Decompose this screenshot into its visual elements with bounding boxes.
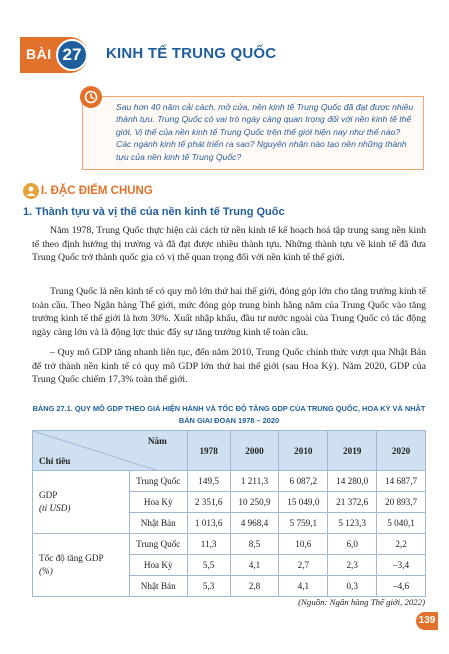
section-subheading: 1. Thành tựu và vị thế của nền kinh tế Trung Quốc — [23, 206, 285, 218]
value-cell: 15 049,0 — [279, 492, 328, 513]
lesson-header — [0, 37, 449, 77]
value-cell: 4,1 — [230, 555, 279, 576]
value-cell: 1 013,6 — [187, 513, 230, 534]
value-cell: 5 759,1 — [279, 513, 328, 534]
year-header: 2019 — [328, 431, 377, 471]
value-cell: 2,3 — [328, 555, 377, 576]
table-header-row — [33, 431, 426, 471]
table-corner-cell — [33, 431, 188, 471]
corner-year-label: Năm — [147, 436, 167, 446]
group-unit: (tỉ USD) — [39, 503, 71, 513]
value-cell: 2,2 — [377, 534, 426, 555]
value-cell: 14 280,0 — [328, 471, 377, 492]
table-source: (Nguồn: Ngân hàng Thế giới, 2022) — [298, 597, 425, 607]
country-cell: Nhật Bản — [129, 513, 187, 534]
country-cell: Nhật Bản — [129, 576, 187, 597]
value-cell: 0,3 — [328, 576, 377, 597]
value-cell: 6,0 — [328, 534, 377, 555]
country-cell: Trung Quốc — [129, 534, 187, 555]
value-cell: 11,3 — [187, 534, 230, 555]
value-cell: –4,6 — [377, 576, 426, 597]
gdp-table — [32, 430, 426, 597]
year-header: 2020 — [377, 431, 426, 471]
value-cell: 10 250,9 — [230, 492, 279, 513]
country-cell: Hoa Kỳ — [129, 492, 187, 513]
intro-text: Sau hơn 40 năm cải cách, mở cửa, nền kinh tế Trung Quốc đã đạt được nhiều thành tựu. Trung Quốc có vai trò ngày càng quan trọng đối với nền kinh tế thế giới. Vị thế của nền kinh tế Trung Quốc trên thế giới hiện nay như thế nào? Các ngành kinh tế phát triển ra sao? Nguyên nhân nào tạo nên những thành tựu của nền kinh tế Trung Quốc? — [116, 102, 414, 162]
year-header: 2010 — [279, 431, 328, 471]
year-header: 2000 — [230, 431, 279, 471]
value-cell: 2 351,6 — [187, 492, 230, 513]
student-icon — [23, 183, 39, 199]
paragraph-2: Trung Quốc là nền kinh tế có quy mô lớn thứ hai thế giới, đóng góp lớn cho tăng trưởng kinh tế toàn cầu. Theo Ngân hàng Thế giới, mức đóng góp trung bình hằng năm của Trung Quốc vào tăng trưởng kinh tế thế giới là hơn 30%. Xuất nhập khẩu, đầu tư nước ngoài của Trung Quốc có tác động ngày càng lớn và là động lực thúc đẩy sự tăng trưởng kinh tế toàn cầu. — [32, 286, 426, 338]
paragraph-1: Năm 1978, Trung Quốc thực hiện cải cách từ nền kinh tế kế hoạch hoá tập trung sang nền kinh tế theo định hướng thị trường và đã đạt được nhiều thành tựu. Những thành tựu về kinh tế đã đưa Trung Quốc trở thành quốc gia có vị thế quan trọng đối với nền kinh tế thế giới. — [32, 225, 426, 263]
value-cell: 149,5 — [187, 471, 230, 492]
country-cell: Trung Quốc — [129, 471, 187, 492]
value-cell: 8,5 — [230, 534, 279, 555]
value-cell: 4,1 — [279, 576, 328, 597]
group-label: Tốc độ tăng GDP — [39, 553, 104, 563]
value-cell: 14 687,7 — [377, 471, 426, 492]
paragraph-3: – Quy mô GDP tăng nhanh liên tục, đến năm 2010, Trung Quốc chính thức vượt qua Nhật Bản để trở thành nền kinh tế có quy mô GDP lớn thứ hai thế giới (sau Hoa Kỳ). Năm 2020, GDP của Trung Quốc chiếm 17,3% toàn thế giới. — [32, 347, 426, 385]
table-row — [33, 534, 426, 555]
country-cell: Hoa Kỳ — [129, 555, 187, 576]
value-cell: 2,8 — [230, 576, 279, 597]
lesson-title: KINH TẾ TRUNG QUỐC — [106, 45, 277, 62]
value-cell: 5,5 — [187, 555, 230, 576]
table-row — [33, 471, 426, 492]
lesson-badge-label: BÀI — [26, 46, 52, 62]
group-label: GDP — [39, 490, 58, 500]
value-cell: 1 211,3 — [230, 471, 279, 492]
value-cell: 5 123,3 — [328, 513, 377, 534]
value-cell: 4 968,4 — [230, 513, 279, 534]
value-cell: 6 087,2 — [279, 471, 328, 492]
value-cell: 5,3 — [187, 576, 230, 597]
group-unit: (%) — [39, 566, 53, 576]
section-heading: I. ĐẶC ĐIỂM CHUNG — [41, 185, 153, 197]
corner-indicator-label: Chỉ tiêu — [39, 456, 71, 466]
value-cell: 20 893,7 — [377, 492, 426, 513]
value-cell: 10,6 — [279, 534, 328, 555]
clock-icon — [80, 86, 102, 108]
value-cell: 2,7 — [279, 555, 328, 576]
value-cell: –3,4 — [377, 555, 426, 576]
group-label-growth — [33, 534, 130, 597]
table-title: BẢNG 27.1. QUY MÔ GDP THEO GIÁ HIỆN HÀNH VÀ TỐC ĐỘ TĂNG GDP CỦA TRUNG QUỐC, HOA KỲ VÀ NHẬT BẢN GIAI ĐOẠN 1978 – 2020 — [32, 404, 426, 425]
value-cell: 5 040,1 — [377, 513, 426, 534]
value-cell: 21 372,6 — [328, 492, 377, 513]
lesson-number: 27 — [56, 39, 88, 71]
group-label-gdp — [33, 471, 130, 534]
year-header: 1978 — [187, 431, 230, 471]
page-number: 139 — [416, 612, 438, 630]
